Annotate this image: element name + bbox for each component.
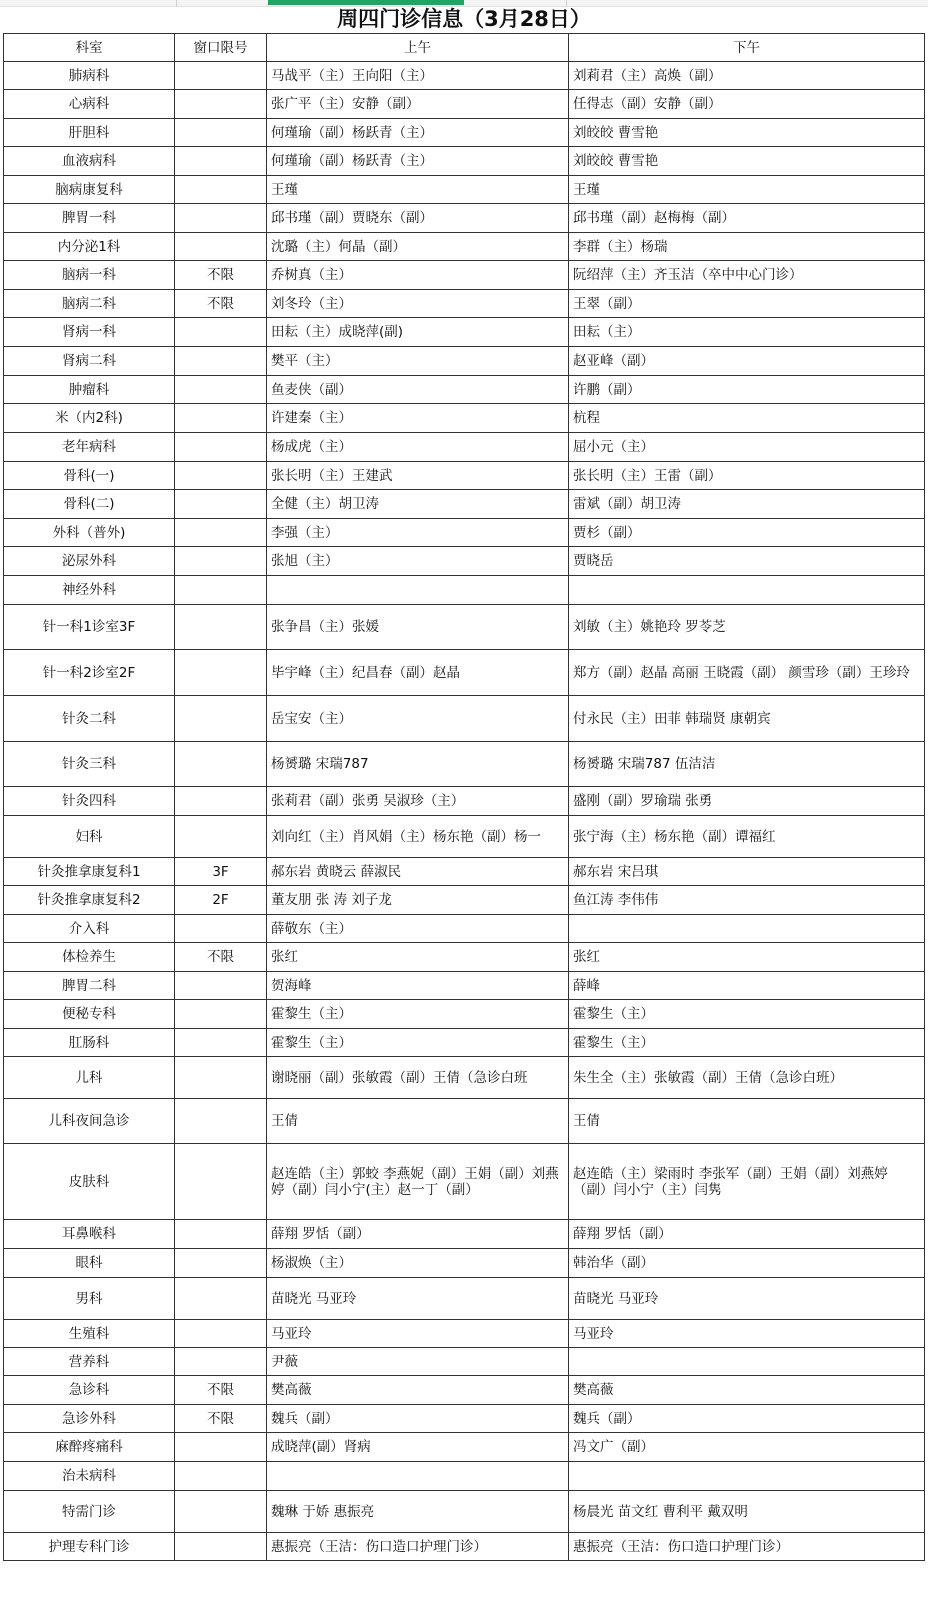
afternoon-cell: 魏兵（副） bbox=[569, 1405, 925, 1433]
afternoon-cell: 惠振亮（王洁：伤口造口护理门诊） bbox=[569, 1533, 925, 1561]
dept-cell: 特需门诊 bbox=[4, 1491, 175, 1533]
window-limit-cell: 不限 bbox=[175, 1405, 267, 1433]
afternoon-cell bbox=[569, 1348, 925, 1376]
morning-cell: 董友朋 张 涛 刘子龙 bbox=[267, 886, 569, 915]
dept-cell: 皮肤科 bbox=[4, 1144, 175, 1220]
morning-cell: 杨成虎（主） bbox=[267, 433, 569, 462]
dept-cell: 心病科 bbox=[4, 90, 175, 119]
page-title: 周四门诊信息（3月28日） bbox=[337, 7, 591, 31]
afternoon-cell: 屈小元（主） bbox=[569, 433, 925, 462]
afternoon-cell bbox=[569, 1462, 925, 1491]
morning-cell: 岳宝安（主） bbox=[267, 696, 569, 742]
afternoon-cell: 贾晓岳 bbox=[569, 547, 925, 576]
table-row bbox=[4, 1405, 925, 1433]
window-limit-cell bbox=[175, 972, 267, 1000]
window-limit-cell bbox=[175, 787, 267, 816]
dept-cell: 肾病二科 bbox=[4, 347, 175, 376]
dept-cell: 肝胆科 bbox=[4, 119, 175, 147]
dept-cell: 血液病科 bbox=[4, 147, 175, 176]
afternoon-cell: 刘莉君（主）高焕（副） bbox=[569, 62, 925, 90]
dept-cell: 急诊科 bbox=[4, 1376, 175, 1405]
morning-cell: 刘冬玲（主） bbox=[267, 290, 569, 318]
table-row bbox=[4, 1278, 925, 1320]
morning-cell: 张争昌（主）张媛 bbox=[267, 605, 569, 650]
window-limit-cell bbox=[175, 1533, 267, 1561]
table-row bbox=[4, 972, 925, 1000]
dept-cell: 针灸三科 bbox=[4, 742, 175, 787]
morning-cell: 魏琳 于娇 惠振亮 bbox=[267, 1491, 569, 1533]
afternoon-cell: 郑方（副）赵晶 高丽 王晓霞（副） 颜雪珍（副）王珍玲 bbox=[569, 650, 925, 696]
header-row bbox=[4, 34, 925, 62]
header-window-limit: 窗口限号 bbox=[175, 34, 267, 62]
table-row bbox=[4, 119, 925, 147]
table-row bbox=[4, 261, 925, 290]
morning-cell: 尹薇 bbox=[267, 1348, 569, 1376]
header-morning: 上午 bbox=[267, 34, 569, 62]
morning-cell: 全健（主）胡卫涛 bbox=[267, 490, 569, 519]
table-row bbox=[4, 605, 925, 650]
dept-cell: 脾胃二科 bbox=[4, 972, 175, 1000]
afternoon-cell: 马亚玲 bbox=[569, 1320, 925, 1348]
dept-cell: 脑病一科 bbox=[4, 261, 175, 290]
dept-cell: 脾胃一科 bbox=[4, 204, 175, 233]
window-limit-cell bbox=[175, 742, 267, 787]
afternoon-cell: 刘敏（主）姚艳玲 罗苓芝 bbox=[569, 605, 925, 650]
window-limit-cell bbox=[175, 1433, 267, 1462]
morning-cell: 何瑾瑜（副）杨跃青（主） bbox=[267, 119, 569, 147]
afternoon-cell: 刘皎皎 曹雪艳 bbox=[569, 119, 925, 147]
afternoon-cell: 冯文广（副） bbox=[569, 1433, 925, 1462]
window-limit-cell bbox=[175, 1320, 267, 1348]
afternoon-cell: 薛翔 罗恬（副） bbox=[569, 1220, 925, 1249]
dept-cell: 脑病康复科 bbox=[4, 176, 175, 204]
morning-cell: 魏兵（副） bbox=[267, 1405, 569, 1433]
table-row bbox=[4, 742, 925, 787]
dept-cell: 肺病科 bbox=[4, 62, 175, 90]
dept-cell: 老年病科 bbox=[4, 433, 175, 462]
dept-cell: 针灸二科 bbox=[4, 696, 175, 742]
afternoon-cell: 张宁海（主）杨东艳（副）谭福红 bbox=[569, 816, 925, 858]
window-limit-cell bbox=[175, 462, 267, 490]
table-row bbox=[4, 176, 925, 204]
table-row bbox=[4, 90, 925, 119]
morning-cell: 杨赟璐 宋瑞787 bbox=[267, 742, 569, 787]
morning-cell: 张长明（主）王建武 bbox=[267, 462, 569, 490]
morning-cell: 乔树真（主） bbox=[267, 261, 569, 290]
table-row bbox=[4, 1057, 925, 1099]
window-limit-cell bbox=[175, 1249, 267, 1278]
morning-cell: 张广平（主）安静（副） bbox=[267, 90, 569, 119]
afternoon-cell: 雷斌（副）胡卫涛 bbox=[569, 490, 925, 519]
afternoon-cell: 霍黎生（主） bbox=[569, 1029, 925, 1057]
window-limit-cell bbox=[175, 404, 267, 433]
dept-cell: 针灸推拿康复科1 bbox=[4, 858, 175, 886]
dept-cell: 眼科 bbox=[4, 1249, 175, 1278]
table-row bbox=[4, 1000, 925, 1029]
afternoon-cell: 张长明（主）王雷（副） bbox=[569, 462, 925, 490]
window-limit-cell bbox=[175, 318, 267, 347]
afternoon-cell: 田耘（主） bbox=[569, 318, 925, 347]
morning-cell: 张莉君（副）张勇 吴淑珍（主） bbox=[267, 787, 569, 816]
window-limit-cell: 3F bbox=[175, 858, 267, 886]
table-row bbox=[4, 943, 925, 972]
dept-cell: 儿科夜间急诊 bbox=[4, 1099, 175, 1144]
afternoon-cell: 刘皎皎 曹雪艳 bbox=[569, 147, 925, 176]
table-row bbox=[4, 787, 925, 816]
morning-cell: 贺海峰 bbox=[267, 972, 569, 1000]
table-row bbox=[4, 1491, 925, 1533]
table-row bbox=[4, 547, 925, 576]
afternoon-cell: 朱生全（主）张敏霞（副）王倩（急诊白班） bbox=[569, 1057, 925, 1099]
afternoon-cell: 苗晓光 马亚玲 bbox=[569, 1278, 925, 1320]
dept-cell: 肿瘤科 bbox=[4, 376, 175, 404]
window-limit-cell bbox=[175, 816, 267, 858]
dept-cell: 便秘专科 bbox=[4, 1000, 175, 1029]
table-row bbox=[4, 886, 925, 915]
morning-cell: 薛敬东（主） bbox=[267, 915, 569, 943]
table-row bbox=[4, 433, 925, 462]
morning-cell: 邱书瑾（副）贾晓东（副） bbox=[267, 204, 569, 233]
table-row bbox=[4, 1348, 925, 1376]
dept-cell: 护理专科门诊 bbox=[4, 1533, 175, 1561]
header-dept: 科室 bbox=[4, 34, 175, 62]
table-row bbox=[4, 915, 925, 943]
afternoon-cell: 郝东岩 宋吕琪 bbox=[569, 858, 925, 886]
window-limit-cell bbox=[175, 1000, 267, 1029]
dept-cell: 男科 bbox=[4, 1278, 175, 1320]
morning-cell: 樊高薇 bbox=[267, 1376, 569, 1405]
morning-cell bbox=[267, 576, 569, 605]
afternoon-cell: 贾杉（副） bbox=[569, 519, 925, 547]
window-limit-cell bbox=[175, 1348, 267, 1376]
dept-cell: 体检养生 bbox=[4, 943, 175, 972]
morning-cell: 杨淑焕（主） bbox=[267, 1249, 569, 1278]
window-limit-cell bbox=[175, 433, 267, 462]
morning-cell: 樊平（主） bbox=[267, 347, 569, 376]
table-row bbox=[4, 650, 925, 696]
table-row bbox=[4, 404, 925, 433]
dept-cell: 骨科(二) bbox=[4, 490, 175, 519]
morning-cell: 张旭（主） bbox=[267, 547, 569, 576]
morning-cell: 毕宇峰（主）纪昌春（副）赵晶 bbox=[267, 650, 569, 696]
morning-cell: 马战平（主）王向阳（主） bbox=[267, 62, 569, 90]
window-limit-cell bbox=[175, 176, 267, 204]
afternoon-cell: 李群（主）杨瑞 bbox=[569, 233, 925, 261]
clinic-schedule-table bbox=[3, 33, 925, 1561]
window-limit-cell bbox=[175, 519, 267, 547]
dept-cell: 脑病二科 bbox=[4, 290, 175, 318]
table-row bbox=[4, 62, 925, 90]
dept-cell: 骨科(一) bbox=[4, 462, 175, 490]
morning-cell: 王瑾 bbox=[267, 176, 569, 204]
morning-cell: 薛翔 罗恬（副） bbox=[267, 1220, 569, 1249]
morning-cell: 沈璐（主）何晶（副） bbox=[267, 233, 569, 261]
header-afternoon: 下午 bbox=[569, 34, 925, 62]
dept-cell: 针灸推拿康复科2 bbox=[4, 886, 175, 915]
afternoon-cell: 樊高薇 bbox=[569, 1376, 925, 1405]
afternoon-cell: 赵连皓（主）梁雨时 李张军（副）王娟（副）刘燕婷（副）闫小宁（主）闫隽 bbox=[569, 1144, 925, 1220]
window-limit-cell: 不限 bbox=[175, 943, 267, 972]
morning-cell: 田耘（主）成晓萍(副) bbox=[267, 318, 569, 347]
window-limit-cell bbox=[175, 1099, 267, 1144]
afternoon-cell bbox=[569, 576, 925, 605]
selected-column-indicator bbox=[268, 0, 464, 5]
window-limit-cell: 不限 bbox=[175, 290, 267, 318]
afternoon-cell: 王倩 bbox=[569, 1099, 925, 1144]
morning-cell: 李强（主） bbox=[267, 519, 569, 547]
window-limit-cell bbox=[175, 547, 267, 576]
window-limit-cell bbox=[175, 650, 267, 696]
table-row bbox=[4, 462, 925, 490]
window-limit-cell bbox=[175, 1029, 267, 1057]
morning-cell: 成晓萍(副）肾病 bbox=[267, 1433, 569, 1462]
afternoon-cell: 鱼江涛 李伟伟 bbox=[569, 886, 925, 915]
window-limit-cell bbox=[175, 204, 267, 233]
window-limit-cell bbox=[175, 1462, 267, 1491]
table-row bbox=[4, 290, 925, 318]
dept-cell: 治未病科 bbox=[4, 1462, 175, 1491]
window-limit-cell: 不限 bbox=[175, 1376, 267, 1405]
dept-cell: 生殖科 bbox=[4, 1320, 175, 1348]
table-row bbox=[4, 233, 925, 261]
afternoon-cell: 杭程 bbox=[569, 404, 925, 433]
window-limit-cell bbox=[175, 490, 267, 519]
table-row bbox=[4, 1320, 925, 1348]
window-limit-cell bbox=[175, 147, 267, 176]
table-row bbox=[4, 1462, 925, 1491]
afternoon-cell: 赵亚峰（副） bbox=[569, 347, 925, 376]
morning-cell: 谢晓丽（副）张敏霞（副）王倩（急诊白班 bbox=[267, 1057, 569, 1099]
afternoon-cell: 杨赟璐 宋瑞787 伍洁洁 bbox=[569, 742, 925, 787]
morning-cell: 霍黎生（主） bbox=[267, 1000, 569, 1029]
morning-cell: 王倩 bbox=[267, 1099, 569, 1144]
window-limit-cell bbox=[175, 119, 267, 147]
window-limit-cell bbox=[175, 376, 267, 404]
table-row bbox=[4, 816, 925, 858]
table-row bbox=[4, 576, 925, 605]
window-limit-cell bbox=[175, 605, 267, 650]
afternoon-cell: 杨晨光 苗文红 曹利平 戴双明 bbox=[569, 1491, 925, 1533]
table-row bbox=[4, 696, 925, 742]
morning-cell: 霍黎生（主） bbox=[267, 1029, 569, 1057]
window-limit-cell: 2F bbox=[175, 886, 267, 915]
morning-cell: 许建秦（主） bbox=[267, 404, 569, 433]
dept-cell: 针一科2诊室2F bbox=[4, 650, 175, 696]
afternoon-cell: 韩治华（副） bbox=[569, 1249, 925, 1278]
dept-cell: 耳鼻喉科 bbox=[4, 1220, 175, 1249]
afternoon-cell: 阮绍萍（主）齐玉洁（卒中中心门诊） bbox=[569, 261, 925, 290]
table-row bbox=[4, 204, 925, 233]
table-row bbox=[4, 1433, 925, 1462]
dept-cell: 米（内2科) bbox=[4, 404, 175, 433]
morning-cell: 赵连皓（主）郭蛟 李燕妮（副）王娟（副）刘燕婷（副）闫小宁(主）赵一丁（副） bbox=[267, 1144, 569, 1220]
window-limit-cell bbox=[175, 1278, 267, 1320]
afternoon-cell: 邱书瑾（副）赵梅梅（副） bbox=[569, 204, 925, 233]
table-row bbox=[4, 1144, 925, 1220]
window-limit-cell bbox=[175, 915, 267, 943]
morning-cell: 郝东岩 黄晓云 薛淑民 bbox=[267, 858, 569, 886]
window-limit-cell bbox=[175, 1057, 267, 1099]
window-limit-cell bbox=[175, 1144, 267, 1220]
morning-cell: 鱼麦侠（副） bbox=[267, 376, 569, 404]
dept-cell: 针一科1诊室3F bbox=[4, 605, 175, 650]
window-limit-cell bbox=[175, 233, 267, 261]
window-limit-cell bbox=[175, 347, 267, 376]
window-limit-cell bbox=[175, 1491, 267, 1533]
table-row bbox=[4, 318, 925, 347]
morning-cell: 何瑾瑜（副）杨跃青（主） bbox=[267, 147, 569, 176]
afternoon-cell: 盛刚（副）罗瑜瑞 张勇 bbox=[569, 787, 925, 816]
table-row bbox=[4, 1099, 925, 1144]
table-row bbox=[4, 1220, 925, 1249]
dept-cell: 泌尿外科 bbox=[4, 547, 175, 576]
dept-cell: 介入科 bbox=[4, 915, 175, 943]
dept-cell: 妇科 bbox=[4, 816, 175, 858]
afternoon-cell: 王瑾 bbox=[569, 176, 925, 204]
dept-cell: 儿科 bbox=[4, 1057, 175, 1099]
morning-cell bbox=[267, 1462, 569, 1491]
table-row bbox=[4, 1533, 925, 1561]
afternoon-cell: 任得志（副）安静（副） bbox=[569, 90, 925, 119]
afternoon-cell: 张红 bbox=[569, 943, 925, 972]
afternoon-cell: 霍黎生（主） bbox=[569, 1000, 925, 1029]
afternoon-cell: 薛峰 bbox=[569, 972, 925, 1000]
morning-cell: 马亚玲 bbox=[267, 1320, 569, 1348]
afternoon-cell: 付永民（主）田菲 韩瑞贤 康朝宾 bbox=[569, 696, 925, 742]
window-limit-cell bbox=[175, 576, 267, 605]
dept-cell: 营养科 bbox=[4, 1348, 175, 1376]
table-row bbox=[4, 519, 925, 547]
table-row bbox=[4, 1376, 925, 1405]
dept-cell: 内分泌1科 bbox=[4, 233, 175, 261]
dept-cell: 外科（普外) bbox=[4, 519, 175, 547]
morning-cell: 惠振亮（王洁：伤口造口护理门诊） bbox=[267, 1533, 569, 1561]
window-limit-cell bbox=[175, 62, 267, 90]
table-row bbox=[4, 1029, 925, 1057]
dept-cell: 麻醉疼痛科 bbox=[4, 1433, 175, 1462]
afternoon-cell: 许鹏（副） bbox=[569, 376, 925, 404]
table-row bbox=[4, 347, 925, 376]
table-row bbox=[4, 147, 925, 176]
table-row bbox=[4, 490, 925, 519]
dept-cell: 针灸四科 bbox=[4, 787, 175, 816]
morning-cell: 张红 bbox=[267, 943, 569, 972]
morning-cell: 苗晓光 马亚玲 bbox=[267, 1278, 569, 1320]
afternoon-cell bbox=[569, 915, 925, 943]
morning-cell: 刘向红（主）肖风娟（主）杨东艳（副）杨一 bbox=[267, 816, 569, 858]
window-limit-cell bbox=[175, 696, 267, 742]
table-row bbox=[4, 858, 925, 886]
table-row bbox=[4, 376, 925, 404]
dept-cell: 急诊外科 bbox=[4, 1405, 175, 1433]
window-limit-cell bbox=[175, 90, 267, 119]
dept-cell: 肾病一科 bbox=[4, 318, 175, 347]
window-limit-cell bbox=[175, 1220, 267, 1249]
table-row bbox=[4, 1249, 925, 1278]
window-limit-cell: 不限 bbox=[175, 261, 267, 290]
afternoon-cell: 王翠（副） bbox=[569, 290, 925, 318]
dept-cell: 神经外科 bbox=[4, 576, 175, 605]
dept-cell: 肛肠科 bbox=[4, 1029, 175, 1057]
